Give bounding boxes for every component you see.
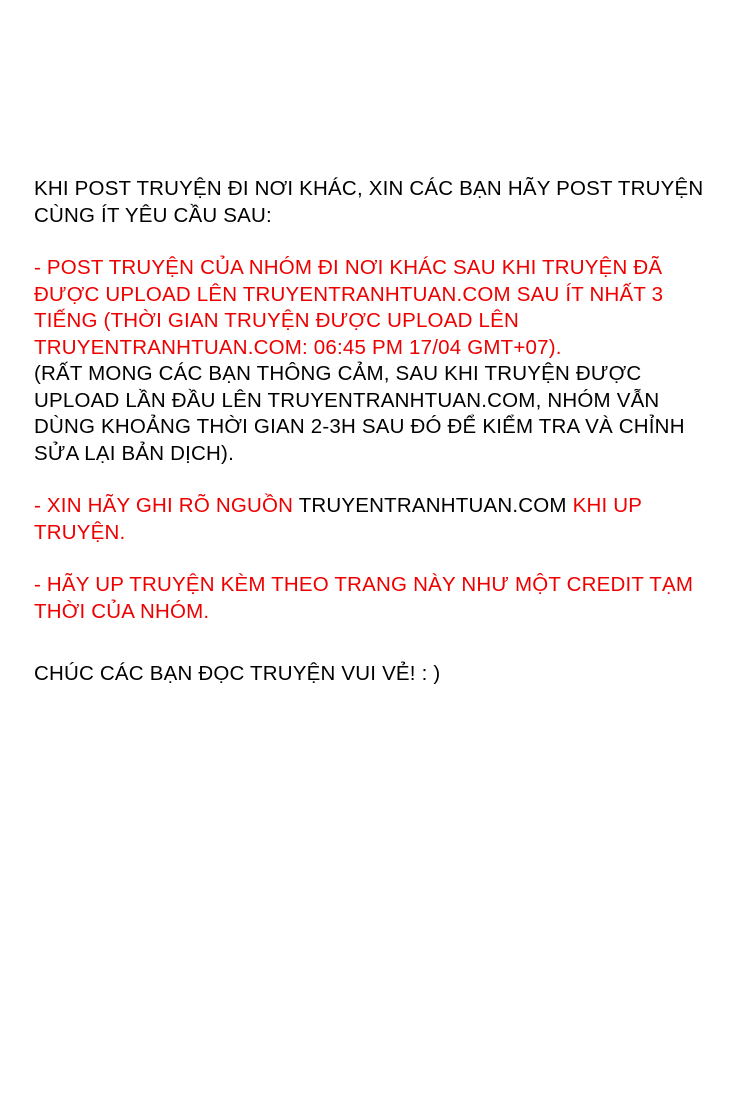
notice-rule-2-part3: KHI UP TRUYỆN. [34, 494, 648, 544]
notice-rule-1-note: (RẤT MONG CÁC BẠN THÔNG CẢM, SAU KHI TRUYỆN ĐƯỢC UPLOAD LẦN ĐẦU LÊN TRUYENTRANHTUAN.COM, NHÓM VẪN DÙNG KHOẢNG THỜI GIAN 2-3H SAU ĐÓ ĐỂ KIỂM TRA VÀ CHỈNH SỬA LẠI BẢN DỊCH). [34, 362, 691, 465]
spacer [34, 625, 724, 661]
spacer [34, 546, 724, 572]
notice-rule-2-part1: - XIN HÃY GHI RÕ NGUỒN [34, 494, 299, 517]
notice-content [34, 176, 724, 688]
notice-rule-2 [34, 493, 724, 546]
notice-closing: CHÚC CÁC BẠN ĐỌC TRUYỆN VUI VẺ! : ) [34, 662, 441, 685]
notice-rule-2-source: TRUYENTRANHTUAN.COM [298, 494, 567, 517]
spacer [34, 467, 724, 493]
notice-intro: KHI POST TRUYỆN ĐI NƠI KHÁC, XIN CÁC BẠN HÃY POST TRUYỆN CÙNG ÍT YÊU CẦU SAU: [34, 177, 710, 227]
notice-rule-3: - HÃY UP TRUYỆN KÈM THEO TRANG NÀY NHƯ MỘT CREDIT TẠM THỜI CỦA NHÓM. [34, 573, 699, 623]
spacer [34, 229, 724, 255]
notice-rule-1: - POST TRUYỆN CỦA NHÓM ĐI NƠI KHÁC SAU KHI TRUYỆN ĐÃ ĐƯỢC UPLOAD LÊN TRUYENTRANHTUAN.COM SAU ÍT NHẤT 3 TIẾNG (THỜI GIAN TRUYỆN ĐƯỢC UPLOAD LÊN TRUYENTRANHTUAN.COM: 06:45 PM 17/04 GMT+07). [34, 256, 669, 359]
